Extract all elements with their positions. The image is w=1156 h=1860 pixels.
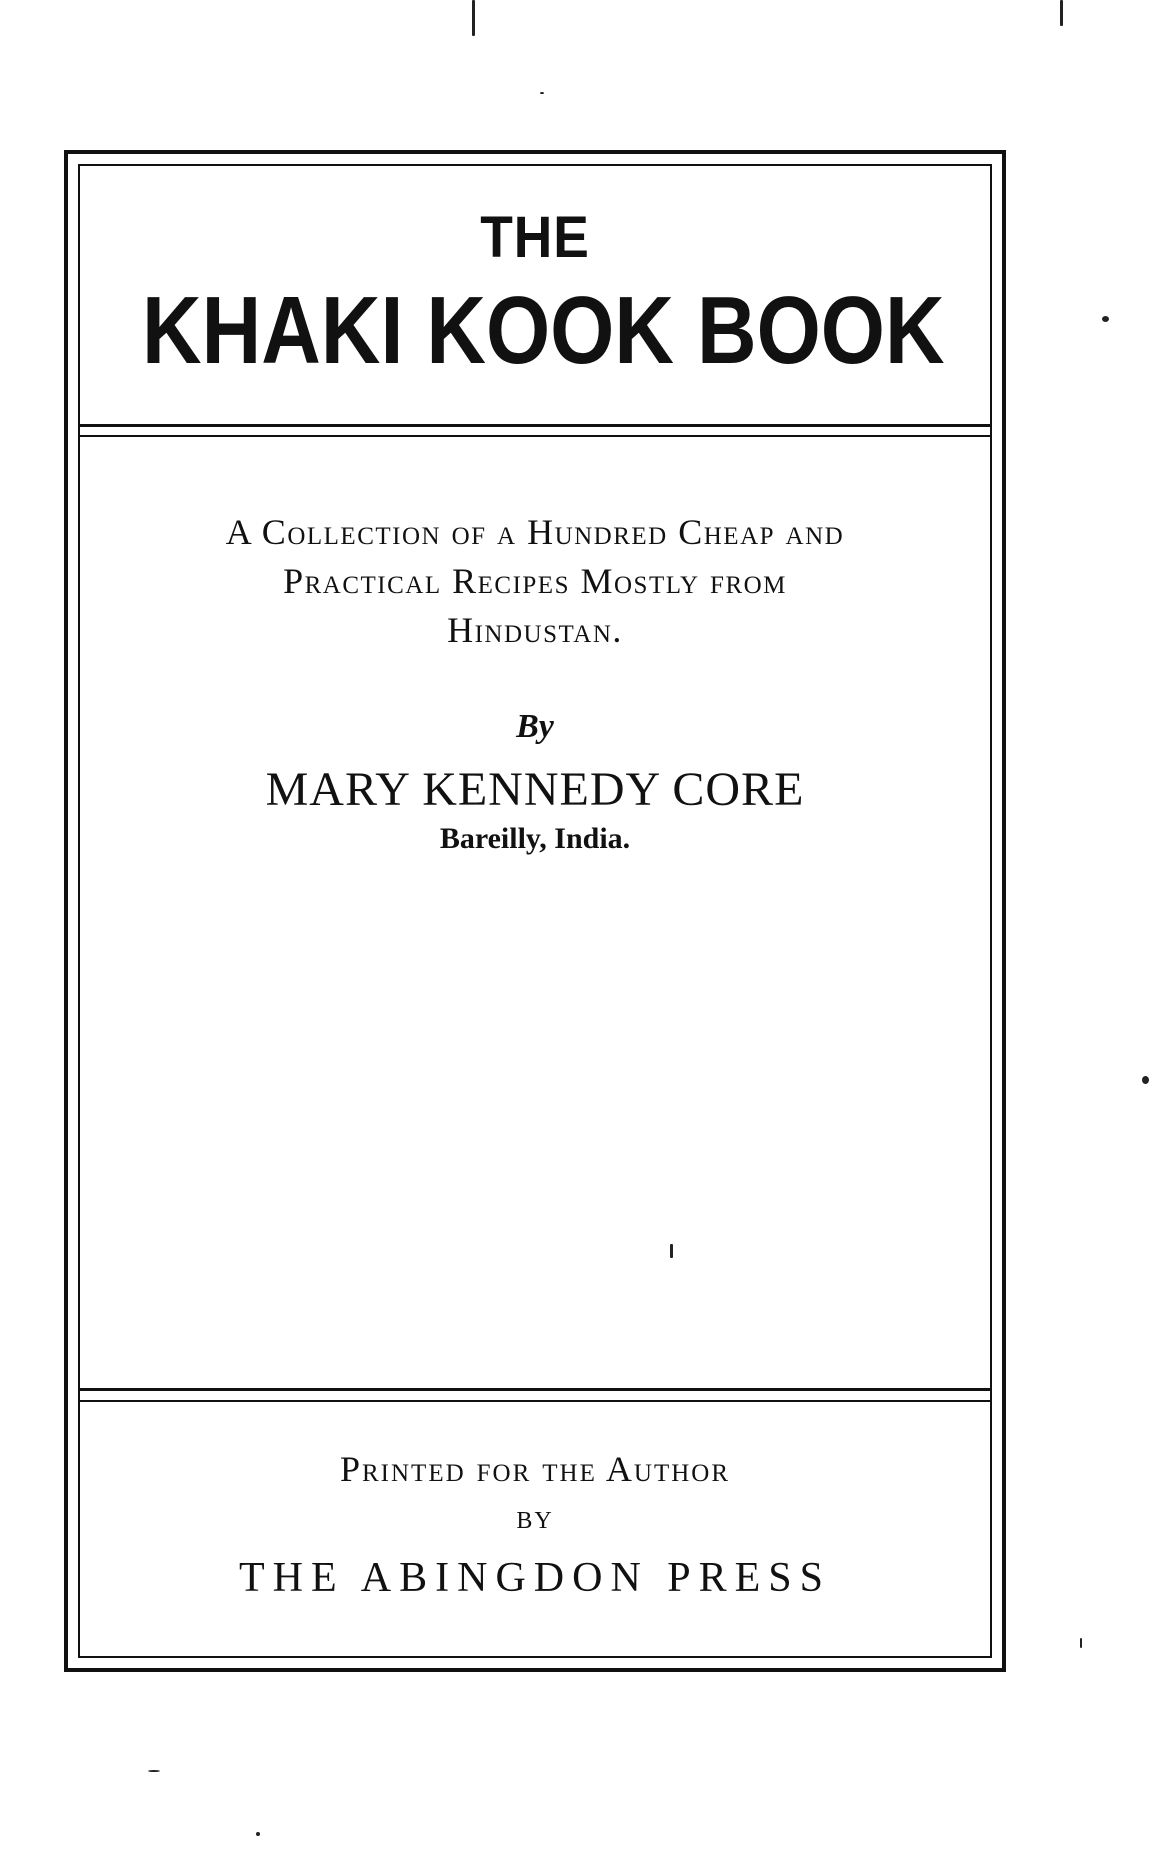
scan-speck <box>1102 316 1109 322</box>
by-label: By <box>516 708 554 745</box>
imprint-printed-for: Printed for the Author <box>339 1449 731 1489</box>
scan-speck <box>472 0 475 36</box>
subtitle-line: Hindustan. <box>447 610 623 650</box>
scan-speck <box>1080 1638 1082 1648</box>
imprint-by: BY <box>516 1508 554 1534</box>
top-divider-rule <box>78 435 992 437</box>
bottom-divider-rule <box>78 1388 992 1391</box>
scan-speck <box>148 1770 160 1772</box>
book-title: KHAKI KOOK BOOK <box>141 277 945 384</box>
subtitle-line: Practical Recipes Mostly from <box>283 561 787 601</box>
title-article: THE <box>480 205 590 270</box>
publisher-name: THE ABINGDON PRESS <box>238 1555 832 1601</box>
subtitle <box>120 508 950 655</box>
scan-speck <box>256 1832 260 1836</box>
bottom-divider-rule <box>78 1400 992 1402</box>
subtitle-line: A Collection of a Hundred Cheap and <box>225 512 845 552</box>
scan-speck <box>1060 0 1063 26</box>
author-location: Bareilly, India. <box>439 822 631 855</box>
scan-speck <box>540 92 544 94</box>
author-name: MARY KENNEDY CORE <box>265 763 805 816</box>
scan-speck <box>1142 1076 1149 1084</box>
top-divider-rule <box>78 424 992 427</box>
scan-speck <box>670 1244 673 1258</box>
title-block <box>78 164 992 424</box>
